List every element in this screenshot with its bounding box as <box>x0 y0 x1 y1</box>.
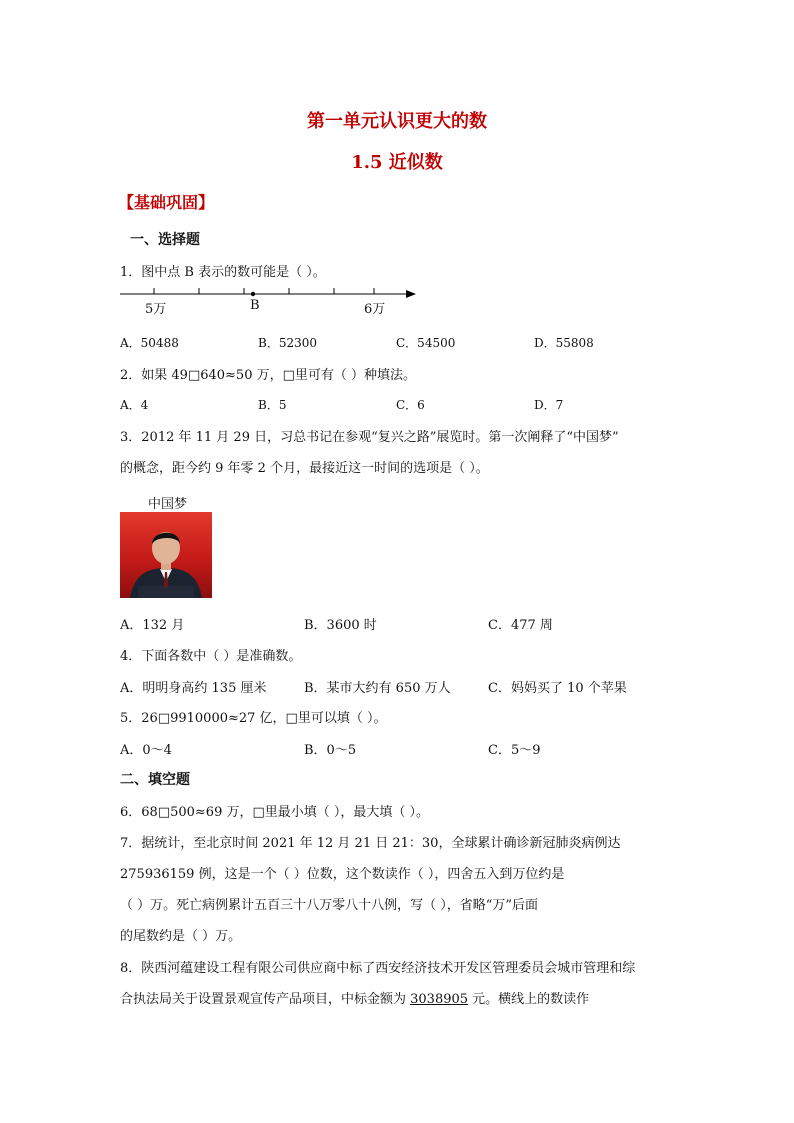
point-b-dot <box>251 292 255 296</box>
q1-option-b: B．52300 <box>258 336 317 350</box>
q2-option-b: B．5 <box>258 398 287 412</box>
part1-heading: 一、选择题 <box>130 232 200 248</box>
q2-option-a: A．4 <box>120 398 149 412</box>
section-label-basic: 【基础巩固】 <box>118 193 215 212</box>
q4-option-b: B．某市大约有 650 万人 <box>304 681 451 696</box>
question-8-amount: 3038905 <box>410 992 469 1007</box>
number-line-left-label: 5万 <box>145 302 167 317</box>
question-7-line-1: 7．据统计，至北京时间 2021 年 12 月 21 日 21：30，全球累计确诊新冠肺炎病例达 <box>120 836 621 851</box>
question-2: 2．如果 49□640≈50 万，□里可有（ ）种填法。 <box>120 368 417 383</box>
q3-option-c: C．477 周 <box>488 618 553 633</box>
q1-option-a: A．50488 <box>120 336 179 350</box>
question-8-line-1: 8．陕西河蕴建设工程有限公司供应商中标了西安经济技术开发区管理委员会城市管理和综 <box>120 961 636 976</box>
question-1: 1．图中点 B 表示的数可能是（ ）。 <box>120 265 326 280</box>
number-line-point-label: B <box>250 298 260 313</box>
q3-option-b: B．3600 时 <box>304 618 377 633</box>
question-7-line-2: 275936159 例，这是一个（ ）位数，这个数读作（ ），四舍五入到万位约是 <box>120 867 565 882</box>
photo-caption: 中国梦 <box>148 497 188 512</box>
page-subtitle: 1.5 近似数 <box>351 152 443 173</box>
question-7-line-4: 的尾数约是（ ）万。 <box>120 929 242 944</box>
question-8-line-2 <box>120 988 589 1007</box>
question-3-line-1: 3．2012 年 11 月 29 日，习总书记在参观“复兴之路”展览时。第一次阐释了“中国梦” <box>120 430 619 445</box>
q5-option-b: B．0～5 <box>304 743 357 758</box>
q4-option-a: A．明明身高约 135 厘米 <box>120 681 267 696</box>
page-title: 第一单元认识更大的数 <box>307 111 487 132</box>
question-4: 4．下面各数中（ ）是准确数。 <box>120 649 302 664</box>
q5-option-c: C．5～9 <box>488 743 541 758</box>
photo-speaker <box>120 512 212 598</box>
question-8-text-b: 元。横线上的数读作 <box>468 992 590 1007</box>
question-6: 6．68□500≈69 万，□里最小填（ ），最大填（ ）。 <box>120 805 430 820</box>
q3-option-a: A．132 月 <box>120 618 185 633</box>
q1-option-d: D．55808 <box>534 336 594 350</box>
question-8-text-a: 合执法局关于设置景观宣传产品项目，中标金额为 <box>120 992 411 1007</box>
arrow-right-icon <box>406 290 416 298</box>
number-line-right-label: 6万 <box>364 302 386 317</box>
q4-option-c: C．妈妈买了 10 个苹果 <box>488 681 627 696</box>
q2-option-c: C．6 <box>396 398 425 412</box>
q2-option-d: D．7 <box>534 398 564 412</box>
q1-option-c: C．54500 <box>396 336 456 350</box>
part2-heading: 二、填空题 <box>120 772 190 788</box>
question-3-line-2: 的概念，距今约 9 年零 2 个月，最接近这一时间的选项是（ ）。 <box>120 461 489 476</box>
question-7-line-3: （ ）万。死亡病例累计五百三十八万零八十八例，写（ ），省略“万”后面 <box>120 898 539 913</box>
q5-option-a: A．0～4 <box>120 743 172 758</box>
question-5: 5．26□9910000≈27 亿，□里可以填（ ）。 <box>120 711 387 726</box>
